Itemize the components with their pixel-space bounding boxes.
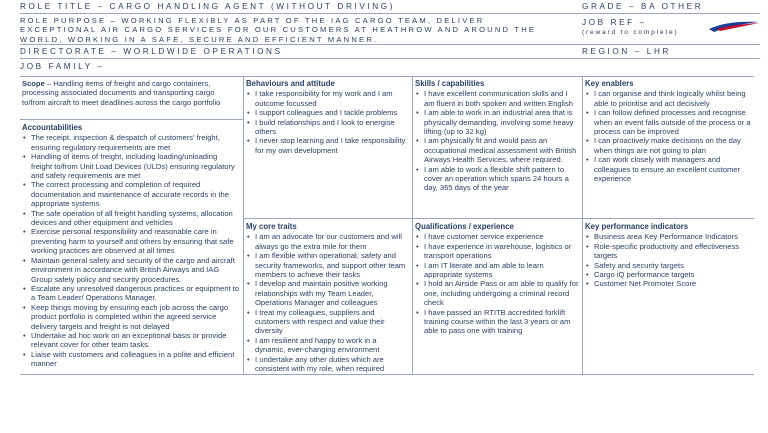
list-item: • Role-specific productivity and effectiveness targets <box>585 242 752 261</box>
row-divider <box>243 218 754 219</box>
list-item: • I am resilient and happy to work in a dynamic, ever-changing environment <box>246 336 409 355</box>
list-item: • The correct processing and completion of required documentation and maintenance of accurate records in the appropriate systems <box>22 180 240 208</box>
behaviours-section <box>246 79 409 217</box>
kpis-section <box>585 222 752 375</box>
list-item: • Safety and security targets <box>585 261 752 270</box>
list-item: • Keep things moving by ensuring each job across the cargo product portfolio is completed within the agreed service delivery targets and freight is not delayed <box>22 303 240 331</box>
qualifications-list <box>415 232 579 335</box>
list-item: • I never stop learning and I take responsibility for my own development <box>246 136 409 155</box>
scope-label: Scope <box>22 79 45 88</box>
header-divider <box>20 44 760 45</box>
skills-list <box>415 89 579 192</box>
list-item: • Business area Key Performance Indicators <box>585 232 752 241</box>
accountabilities-list <box>22 133 240 368</box>
list-item: • I can proactively make decisions on the day when things are not going to plan <box>585 136 752 155</box>
kpis-list <box>585 232 752 288</box>
column-divider <box>582 77 583 374</box>
list-item: • I am able to work a flexible shift pattern to cover an operation which spans 24 hours a day, 365 days of the year <box>415 165 579 193</box>
directorate-label: DIRECTORATE – WORLDWIDE OPERATIONS <box>20 47 283 56</box>
enablers-title: Key enablers <box>585 79 634 88</box>
list-item: • I support colleagues and I tackle problems <box>246 108 409 117</box>
list-item: • I have customer service experience <box>415 232 579 241</box>
header-divider <box>20 58 760 59</box>
behaviours-title: Behaviours and attitude <box>246 79 335 88</box>
list-item: • The receipt, inspection & despatch of customers' freight, ensuring regulatory requirements are met <box>22 133 240 152</box>
column-divider <box>243 77 244 374</box>
core-traits-list <box>246 232 409 373</box>
list-item: • Cargo iQ performance targets <box>585 270 752 279</box>
list-item: • Exercise personal responsibility and reasonable care in preventing harm to yourself and others by ensuring that safe working practices are observed at all times <box>22 227 240 255</box>
kpis-title: Key performance indicators <box>585 222 689 231</box>
accountabilities-section <box>22 123 240 375</box>
list-item: • I am IT literate and am able to learn appropriate systems <box>415 261 579 280</box>
list-item: • I have excellent communication skills and I am fluent in both spoken and written English <box>415 89 579 108</box>
qualifications-title: Qualifications / experience <box>415 222 514 231</box>
list-item: • I develop and maintain positive working relationships with my Team Leader, Operations Manager and colleagues <box>246 279 409 307</box>
list-item: • The safe operation of all freight handling systems, allocation devices and other equipment and vehicles <box>22 209 240 228</box>
list-item: • I have passed an RTITB accredited forklift training course within the last 3 years or am able to pass one with training <box>415 308 579 336</box>
list-item: • Customer Net Promoter Score <box>585 279 752 288</box>
role-purpose: ROLE PURPOSE – WORKING FLEXIBLY AS PART OF THE IAG CARGO TEAM, DELIVER EXCEPTIONAL AIR CARGO SERVICES FOR OUR CUSTOMERS AT HEATHROW AND AROUND THE WORLD, WORKING IN A SAFE, SECURE AND EFFICIENT MANNER. <box>20 16 537 44</box>
enablers-list <box>585 89 752 183</box>
list-item: • I have experience in warehouse, logistics or transport operations <box>415 242 579 261</box>
core-traits-section <box>246 222 409 375</box>
list-item: • I can follow defined processes and recognise when an event falls outside of the process or a process can be improved <box>585 108 752 136</box>
behaviours-list <box>246 89 409 155</box>
list-item: • Undertake ad hoc work on an exceptional basis or provide relevant cover for other team tasks. <box>22 331 240 350</box>
list-item: • I take responsibility for my work and I am outcome focussed <box>246 89 409 108</box>
list-item: • I am able to work in an industrial area that is physically demanding, involving some heavy lifting (up to 32 kg) <box>415 108 579 136</box>
enablers-section <box>585 79 752 217</box>
accountabilities-title: Accountabilities <box>22 123 83 132</box>
list-item: • Escalate any unresolved dangerous practices or equipment to a Team Leader/ Operations Manager. <box>22 284 240 303</box>
skills-section <box>415 79 579 217</box>
job-ref-note: (reward to complete) <box>582 29 679 36</box>
list-item: • Handling of items of freight, including loading/unloading freight to/from Unit Load Devices (ULDs) ensuring regulatory and safety requirements are met <box>22 152 240 180</box>
job-ref-label: JOB REF – <box>582 18 647 27</box>
list-item: • I am an advocate for our customers and will always go the extra mile for them <box>246 232 409 251</box>
skills-title: Skills / capabilities <box>415 79 485 88</box>
speedmarker-logo-icon <box>708 20 760 34</box>
region-label: REGION – LHR <box>582 47 671 56</box>
list-item: • I hold an Airside Pass or am able to qualify for one, including undergoing a criminal record check <box>415 279 579 307</box>
grade-label: GRADE – BA OTHER <box>582 2 704 11</box>
list-item: • I can organise and think logically whilst being able to prioritise and act decisively <box>585 89 752 108</box>
list-item: • Liaise with customers and colleagues in a polite and efficient manner <box>22 350 240 369</box>
scope-section <box>22 79 240 119</box>
role-title: ROLE TITLE – CARGO HANDLING AGENT (WITHOUT DRIVING) <box>20 2 396 11</box>
qualifications-section <box>415 222 579 375</box>
list-item: • I am flexible within operational, safety and security frameworks, and support other team members to achieve their tasks <box>246 251 409 279</box>
role-profile-grid <box>20 76 754 375</box>
list-item: • I am physically fit and would pass an occupational medical assessment with British Airways Health Services, where required. <box>415 136 579 164</box>
list-item: • I build relationships and I look to energise others <box>246 118 409 137</box>
scope-divider <box>20 119 243 120</box>
list-item: • I undertake any other duties which are consistent with my role, when required <box>246 355 409 374</box>
header-divider <box>20 13 760 14</box>
list-item: • Maintain general safety and security of the cargo and aircraft environment in accordance with British Airways and IAG Group safety policy and security procedures. <box>22 256 240 284</box>
column-divider <box>412 77 413 374</box>
list-item: • I can work closely with managers and colleagues to ensure an excellent customer experience <box>585 155 752 183</box>
core-traits-title: My core traits <box>246 222 297 231</box>
scope-text: – Handling items of freight and cargo containers, processing associated documents and transporting cargo to/from aircraft to meet deadlines across the cargo portfolio <box>22 79 221 107</box>
list-item: • I treat my colleagues, suppliers and customers with respect and value their diversity <box>246 308 409 336</box>
role-header <box>20 0 760 76</box>
job-family-label: JOB FAMILY – <box>20 62 105 71</box>
